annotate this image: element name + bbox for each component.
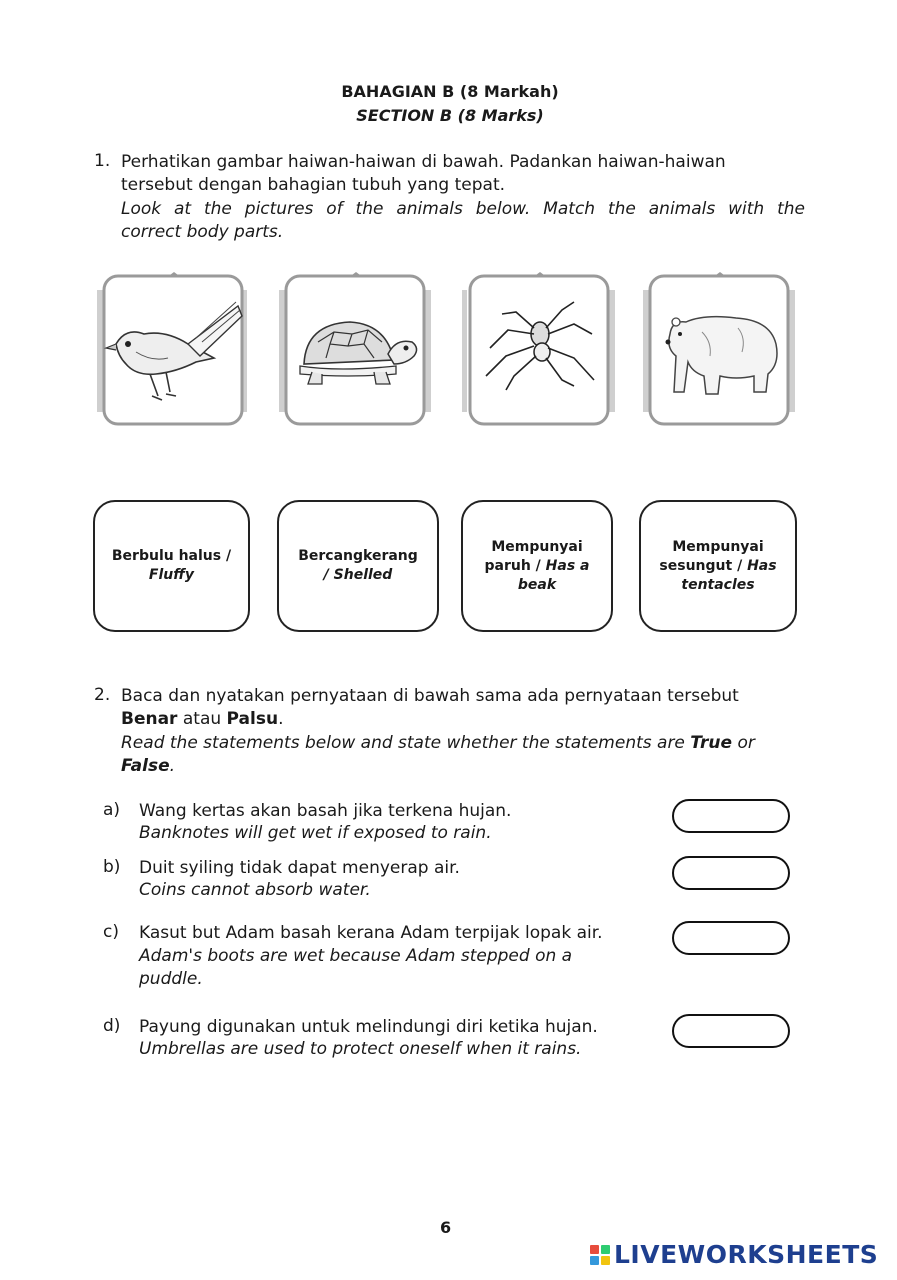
- question-2-line1-en-text: Read the statements below and state whether the statements are: [121, 733, 691, 753]
- question-1-line2-ms: tersebut dengan bahagian tubuh yang tepat.: [121, 175, 506, 195]
- animal-card-bird[interactable]: [96, 272, 244, 424]
- animal-card-spider[interactable]: [462, 272, 610, 424]
- match-box-tentacles[interactable]: [639, 500, 797, 632]
- spider-illustration: [462, 272, 622, 432]
- statement-c-ms: Kasut but Adam basah kerana Adam terpijak lopak air.: [139, 923, 603, 943]
- question-1-line2-en: correct body parts.: [121, 222, 284, 242]
- question-1-line1-en: Look at the pictures of the animals below. Match the animals with the: [121, 199, 805, 219]
- match-box-fluffy-ms: Berbulu halus /: [111, 548, 232, 564]
- statement-b-en: Coins cannot absorb water.: [139, 880, 371, 900]
- statement-a-en: Banknotes will get wet if exposed to rain.: [139, 823, 492, 843]
- logo-text: LIVEWORKSHEETS: [614, 1240, 879, 1269]
- answer-field-b[interactable]: [672, 856, 790, 890]
- statement-b-letter: b): [103, 857, 121, 877]
- period: .: [278, 709, 284, 729]
- answer-field-c[interactable]: [672, 921, 790, 955]
- statement-d-en: Umbrellas are used to protect oneself when it rains.: [139, 1039, 582, 1059]
- statement-c-en-line2: puddle.: [139, 969, 203, 989]
- animal-card-bear[interactable]: [642, 272, 790, 424]
- match-box-tentacles-ms2: sesungut /: [659, 557, 748, 574]
- match-box-beak[interactable]: [461, 500, 613, 632]
- match-box-beak-ms1: Mempunyai: [491, 538, 583, 555]
- match-box-shelled-en: / Shelled: [323, 567, 393, 583]
- benar-word: Benar: [121, 709, 178, 729]
- atau-word: atau: [177, 709, 227, 729]
- false-word: False: [121, 756, 170, 776]
- palsu-word: Palsu: [226, 709, 279, 729]
- match-box-beak-en2: beak: [517, 576, 557, 593]
- match-box-fluffy-en: Fluffy: [148, 567, 195, 583]
- match-box-beak-en1: Has a: [545, 557, 590, 574]
- statement-a-ms: Wang kertas akan basah jika terkena hujan.: [139, 801, 512, 821]
- question-2-line1-en: [121, 732, 755, 755]
- match-box-tentacles-ms1: Mempunyai: [672, 538, 764, 555]
- statement-d-letter: d): [103, 1016, 121, 1036]
- question-2-number: 2.: [94, 685, 111, 705]
- statement-d-ms: Payung digunakan untuk melindungi diri ketika hujan.: [139, 1017, 598, 1037]
- answer-field-a[interactable]: [672, 799, 790, 833]
- question-2-line2-ms: [121, 708, 283, 730]
- or-word: or: [732, 733, 755, 753]
- bear-illustration: [642, 272, 802, 432]
- question-1-number: 1.: [94, 151, 111, 171]
- question-2-false-word: False.: [121, 756, 176, 776]
- page-number: 6: [440, 1218, 452, 1237]
- statement-c-letter: c): [103, 922, 119, 942]
- statement-c-en: Adam's boots are wet because Adam stepped on a: [139, 946, 573, 966]
- section-title-ms: BAHAGIAN B (8 Markah): [341, 82, 559, 101]
- liveworksheets-logo[interactable]: [590, 1240, 878, 1269]
- statement-b-ms: Duit syiling tidak dapat menyerap air.: [139, 858, 460, 878]
- match-box-shelled-ms: Bercangkerang: [298, 548, 418, 564]
- answer-field-d[interactable]: [672, 1014, 790, 1048]
- section-title-en: SECTION B (8 Marks): [356, 106, 544, 125]
- animal-card-tortoise[interactable]: [278, 272, 426, 424]
- tortoise-illustration: [278, 272, 438, 432]
- match-box-tentacles-en1: Has: [747, 557, 777, 574]
- true-word: True: [690, 733, 733, 753]
- statement-a-letter: a): [103, 800, 121, 820]
- match-box-shelled[interactable]: [277, 500, 439, 632]
- match-box-beak-ms2: paruh /: [484, 557, 546, 574]
- match-box-fluffy[interactable]: [93, 500, 250, 632]
- question-2-line1-ms: Baca dan nyatakan pernyataan di bawah sama ada pernyataan tersebut: [121, 686, 739, 706]
- logo-icon: [590, 1245, 610, 1265]
- match-box-tentacles-en2: tentacles: [681, 576, 755, 593]
- question-1-line1-ms: Perhatikan gambar haiwan-haiwan di bawah. Padankan haiwan-haiwan: [121, 152, 726, 172]
- bird-illustration: [96, 272, 256, 432]
